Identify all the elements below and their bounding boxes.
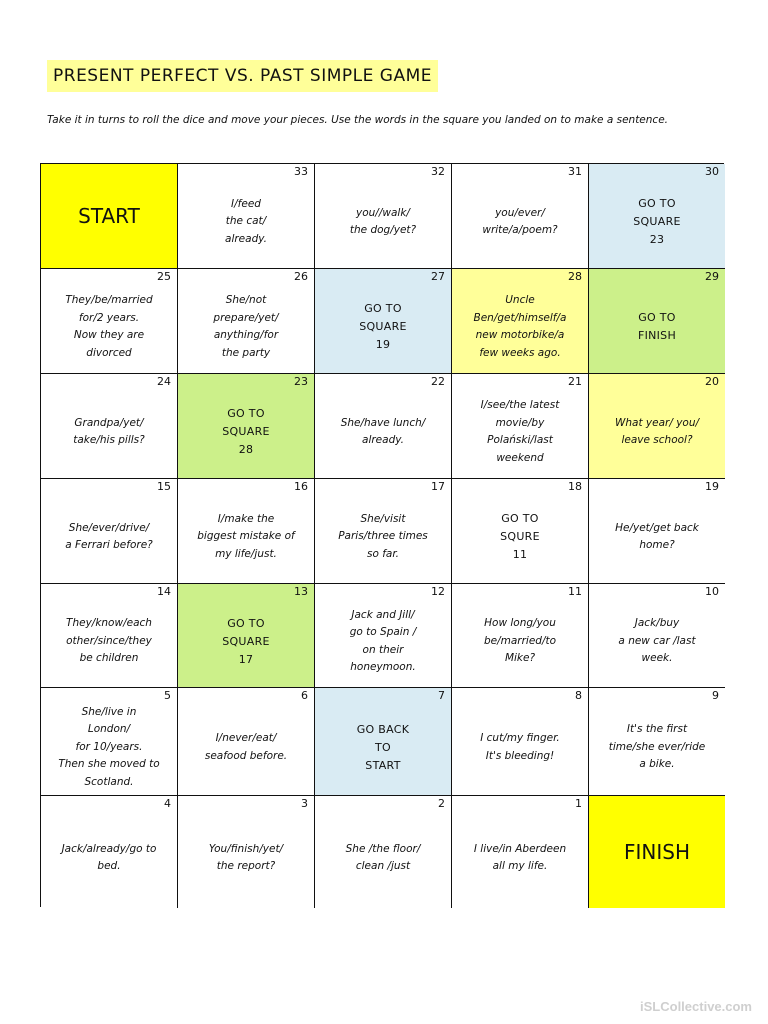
square-number: 27 xyxy=(431,270,445,283)
square-text: I/make the biggest mistake of my life/just. xyxy=(197,512,295,560)
square-number: 26 xyxy=(294,270,308,283)
square-number: 14 xyxy=(157,585,171,598)
square-32[interactable] xyxy=(315,164,452,269)
square-2[interactable] xyxy=(315,796,452,908)
square-number: 15 xyxy=(157,480,171,493)
start-label: START xyxy=(78,204,140,228)
square-number: 18 xyxy=(568,480,582,493)
square-27[interactable] xyxy=(315,269,452,374)
square-number: 23 xyxy=(294,375,308,388)
square-number: 29 xyxy=(705,270,719,283)
square-text: How long/you be/married/to Mike? xyxy=(483,617,557,665)
square-text: She/visit Paris/three times so far. xyxy=(338,512,428,560)
square-text: They/be/married for/2 years. Now they are divorced xyxy=(65,294,153,359)
square-number: 17 xyxy=(431,480,445,493)
square-7[interactable] xyxy=(315,688,452,796)
square-number: 31 xyxy=(568,165,582,178)
square-text: I cut/my finger. It's bleeding! xyxy=(480,732,560,762)
square-number: 10 xyxy=(705,585,719,598)
square-text: GO TO SQUARE 19 xyxy=(359,302,407,351)
square-28[interactable] xyxy=(452,269,589,374)
square-number: 3 xyxy=(301,797,308,810)
square-6[interactable] xyxy=(178,688,315,796)
square-number: 16 xyxy=(294,480,308,493)
square-text: What year/ you/ leave school? xyxy=(614,416,700,446)
square-text: She/ever/drive/ a Ferrari before? xyxy=(65,521,153,551)
square-text: I live/in Aberdeen all my life. xyxy=(473,842,567,872)
game-board xyxy=(40,163,724,907)
square-25[interactable] xyxy=(41,269,178,374)
square-number: 8 xyxy=(575,689,582,702)
square-16[interactable] xyxy=(178,479,315,584)
square-number: 20 xyxy=(705,375,719,388)
finish-label: FINISH xyxy=(624,840,690,864)
square-text: GO BACK TO START xyxy=(356,722,410,772)
square-18[interactable] xyxy=(452,479,589,584)
square-9[interactable] xyxy=(589,688,725,796)
square-text: GO TO FINISH xyxy=(637,311,677,342)
square-number: 6 xyxy=(301,689,308,702)
square-text: Jack/already/go to bed. xyxy=(61,842,157,872)
square-number: 33 xyxy=(294,165,308,178)
square-22[interactable] xyxy=(315,374,452,479)
square-text: GO TO SQURE 11 xyxy=(500,512,540,561)
square-number: 22 xyxy=(431,375,445,388)
square-19[interactable] xyxy=(589,479,725,584)
square-15[interactable] xyxy=(41,479,178,584)
square-text: They/know/each other/since/they be children xyxy=(66,617,152,665)
square-5[interactable] xyxy=(41,688,178,796)
square-number: 2 xyxy=(438,797,445,810)
square-number: 19 xyxy=(705,480,719,493)
square-number: 24 xyxy=(157,375,171,388)
square-number: 12 xyxy=(431,585,445,598)
square-21[interactable] xyxy=(452,374,589,479)
page-title: PRESENT PERFECT VS. PAST SIMPLE GAME xyxy=(47,60,438,92)
square-11[interactable] xyxy=(452,584,589,688)
square-8[interactable] xyxy=(452,688,589,796)
square-text: GO TO SQUARE 23 xyxy=(633,197,681,246)
square-number: 4 xyxy=(164,797,171,810)
square-text: She /the floor/ clean /just xyxy=(345,842,421,872)
square-number: 21 xyxy=(568,375,582,388)
square-text: GO TO SQUARE 28 xyxy=(222,407,270,456)
square-number: 32 xyxy=(431,165,445,178)
square-number: 30 xyxy=(705,165,719,178)
square-20[interactable] xyxy=(589,374,725,479)
square-31[interactable] xyxy=(452,164,589,269)
square-text: She/live in London/ for 10/years. Then she moved to Scotland. xyxy=(58,705,160,788)
square-3[interactable] xyxy=(178,796,315,908)
instructions-text: Take it in turns to roll the dice and move your pieces. Use the words in the square you landed on to make a sentence. xyxy=(47,114,668,126)
square-number: 1 xyxy=(575,797,582,810)
square-13[interactable] xyxy=(178,584,315,688)
square-text: Uncle Ben/get/himself/a new motorbike/a few weeks ago. xyxy=(473,294,567,359)
watermark-logo: iSLCollective.com xyxy=(640,999,752,1014)
square-text: GO TO SQUARE 17 xyxy=(222,616,270,666)
square-text: She/have lunch/ already. xyxy=(340,416,426,446)
square-text: you/ever/ write/a/poem? xyxy=(482,206,558,236)
square-12[interactable] xyxy=(315,584,452,688)
square-text: She/not prepare/yet/ anything/for the party xyxy=(213,294,279,359)
square-number: 28 xyxy=(568,270,582,283)
square-text: Jack/buy a new car /last week. xyxy=(618,617,696,665)
square-text: you//walk/ the dog/yet? xyxy=(349,206,417,236)
square-text: It's the first time/she ever/ride a bike. xyxy=(608,723,706,771)
square-29[interactable] xyxy=(589,269,725,374)
square-26[interactable] xyxy=(178,269,315,374)
square-33[interactable] xyxy=(178,164,315,269)
square-number: 5 xyxy=(164,689,171,702)
square-text: I/feed the cat/ already. xyxy=(225,197,267,245)
square-14[interactable] xyxy=(41,584,178,688)
square-17[interactable] xyxy=(315,479,452,584)
square-number: 9 xyxy=(712,689,719,702)
square-number: 25 xyxy=(157,270,171,283)
square-10[interactable] xyxy=(589,584,725,688)
square-number: 7 xyxy=(438,689,445,702)
square-number: 11 xyxy=(568,585,582,598)
square-text: I/never/eat/ seafood before. xyxy=(204,732,288,762)
square-30[interactable] xyxy=(589,164,725,269)
square-23[interactable] xyxy=(178,374,315,479)
finish-square xyxy=(589,796,725,908)
square-text: Grandpa/yet/ take/his pills? xyxy=(73,416,145,446)
square-4[interactable] xyxy=(41,796,178,908)
square-text: He/yet/get back home? xyxy=(615,521,699,551)
square-1[interactable] xyxy=(452,796,589,908)
square-24[interactable] xyxy=(41,374,178,479)
start-square xyxy=(41,164,178,269)
square-text: I/see/the latest movie/by Polański/last weekend xyxy=(480,399,560,464)
square-number: 13 xyxy=(294,585,308,598)
square-text: Jack and Jill/ go to Spain / on their honeymoon. xyxy=(349,608,417,673)
square-text: You/finish/yet/ the report? xyxy=(208,842,284,872)
